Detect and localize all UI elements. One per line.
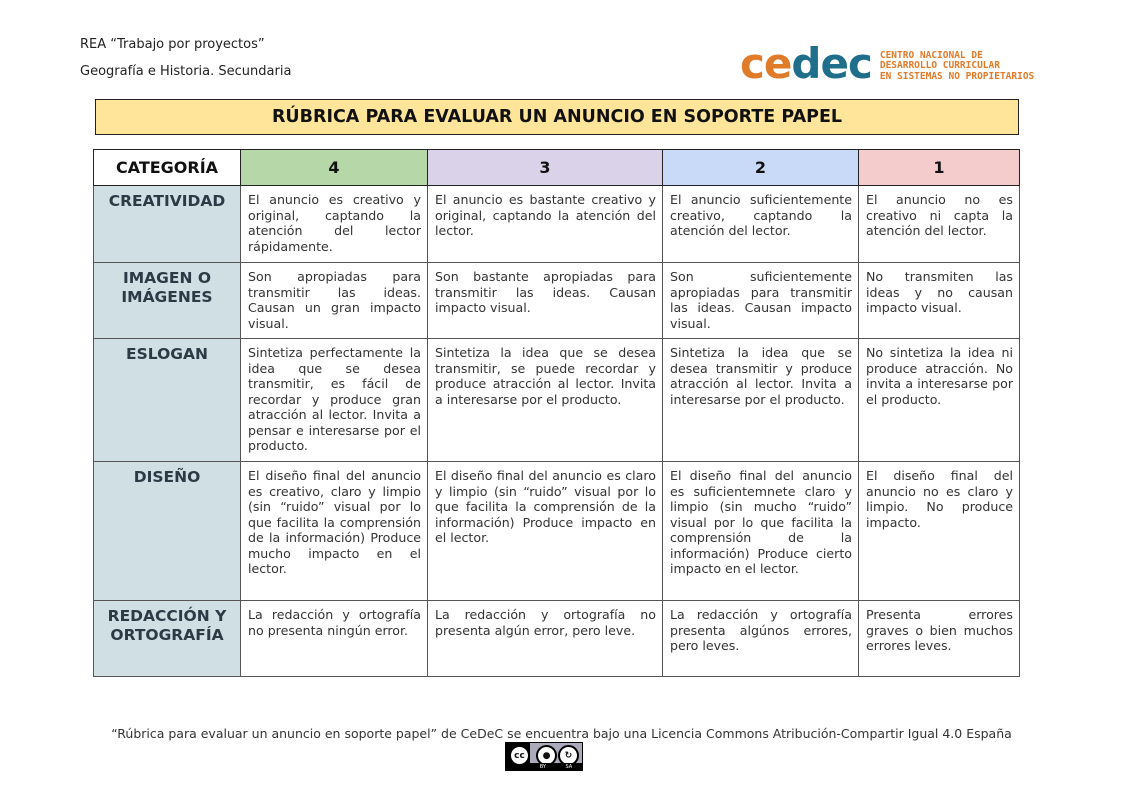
cedec-logo-subtitle <box>880 51 1034 83</box>
criterion-cell: El anuncio es bastante creativo y original, captando la atención del lector. <box>428 186 663 263</box>
logo-sub-line3: EN SISTEMAS NO PROPIETARIOS <box>879 70 1035 82</box>
badge-by-label: BY <box>539 763 546 770</box>
table-row <box>94 462 1020 601</box>
document-header-subject: Geografía e Historia. Secundaria <box>80 64 292 79</box>
criterion-cell: Sintetiza la idea que se desea transmitir y produce atracción al lector. Invita a interesarse por el producto. <box>663 339 859 462</box>
criterion-cell: El anuncio es creativo y original, captando la atención del lector rápidamente. <box>241 186 428 263</box>
header-score-1: 1 <box>859 150 1020 186</box>
logo-sub-line2: DESARROLLO CURRICULAR <box>879 60 1000 71</box>
criterion-cell: La redacción y ortografía no presenta algún error, pero leve. <box>428 601 663 677</box>
cedec-logo <box>740 39 1035 88</box>
criterion-cell: El diseño final del anuncio no es claro y limpio. No produce impacto. <box>859 462 1020 601</box>
rubric-header-row <box>94 150 1020 186</box>
rubric-table <box>93 149 1020 677</box>
badge-sa-label: SA <box>565 763 573 770</box>
criterion-cell: El anuncio suficientemente creativo, captando la atención del lector. <box>663 186 859 263</box>
logo-word-part1: ce <box>740 39 792 88</box>
logo-word-part2: dec <box>791 39 872 88</box>
criterion-cell: El diseño final del anuncio es claro y limpio (sin “ruido” visual por lo que facilita la comprensión de la información) Produce impacto en el lector. <box>428 462 663 601</box>
cc-badge-strip <box>530 763 582 770</box>
license-footer: “Rúbrica para evaluar un anuncio en soporte papel” de CeDeC se encuentra bajo una Licencia Commons Atribución-Compartir Igual 4.0 España <box>111 726 1012 741</box>
criterion-cell: La redacción y ortografía no presenta ningún error. <box>241 601 428 677</box>
criterion-cell: Son bastante apropiadas para transmitir las ideas. Causan impacto visual. <box>428 263 663 339</box>
category-cell: DISEÑO <box>94 462 241 601</box>
criterion-cell: El diseño final del anuncio es creativo, claro y limpio (sin “ruido” visual por lo que facilita la comprensión de la información) Produce mucho impacto en el lector. <box>241 462 428 601</box>
share-alike-icon: ↻ <box>558 745 579 766</box>
criterion-cell: La redacción y ortografía presenta algúnos errores, pero leves. <box>663 601 859 677</box>
criterion-cell: Sintetiza perfectamente la idea que se desea transmitir, es fácil de recordar y produce gran atracción al lector. Invita a pensar e interesarse por el producto. <box>241 339 428 462</box>
table-row <box>94 601 1020 677</box>
header-category: CATEGORÍA <box>94 150 241 186</box>
category-cell: CREATIVIDAD <box>94 186 241 263</box>
table-row <box>94 339 1020 462</box>
cc-by-sa-badge[interactable] <box>505 742 583 771</box>
category-cell: ESLOGAN <box>94 339 241 462</box>
criterion-cell: Son apropiadas para transmitir las ideas. Causan un gran impacto visual. <box>241 263 428 339</box>
criterion-cell: El anuncio no es creativo ni capta la atención del lector. <box>859 186 1020 263</box>
document-header-project: REA “Trabajo por proyectos” <box>80 37 265 52</box>
rubric-title: RÚBRICA PARA EVALUAR UN ANUNCIO EN SOPORTE PAPEL <box>95 99 1019 135</box>
category-cell: IMAGEN O IMÁGENES <box>94 263 241 339</box>
table-row <box>94 186 1020 263</box>
logo-sub-line1: CENTRO NACIONAL DE <box>879 49 983 61</box>
criterion-cell: Sintetiza la idea que se desea transmitir, se puede recordar y produce atracción al lector. Invita a interesarse por el producto. <box>428 339 663 462</box>
criterion-cell: No transmiten las ideas y no causan impacto visual. <box>859 263 1020 339</box>
cc-icon: cc <box>509 745 530 766</box>
criterion-cell: Presenta errores graves o bien muchos errores leves. <box>859 601 1020 677</box>
criterion-cell: No sintetiza la idea ni produce atracción. No invita a interesarse por el producto. <box>859 339 1020 462</box>
criterion-cell: El diseño final del anuncio es suficientemnete claro y limpio (sin mucho “ruido” visual por lo que facilita la comprensión de la información) Produce cierto impacto en el lector. <box>663 462 859 601</box>
category-cell: REDACCIÓN Y ORTOGRAFÍA <box>94 601 241 677</box>
attribution-person-icon: ● <box>536 745 557 766</box>
table-row <box>94 263 1020 339</box>
header-score-2: 2 <box>663 150 859 186</box>
criterion-cell: Son suficientemente apropiadas para transmitir las ideas. Causan impacto visual. <box>663 263 859 339</box>
cedec-logo-word <box>740 39 872 88</box>
header-score-4: 4 <box>241 150 428 186</box>
header-score-3: 3 <box>428 150 663 186</box>
